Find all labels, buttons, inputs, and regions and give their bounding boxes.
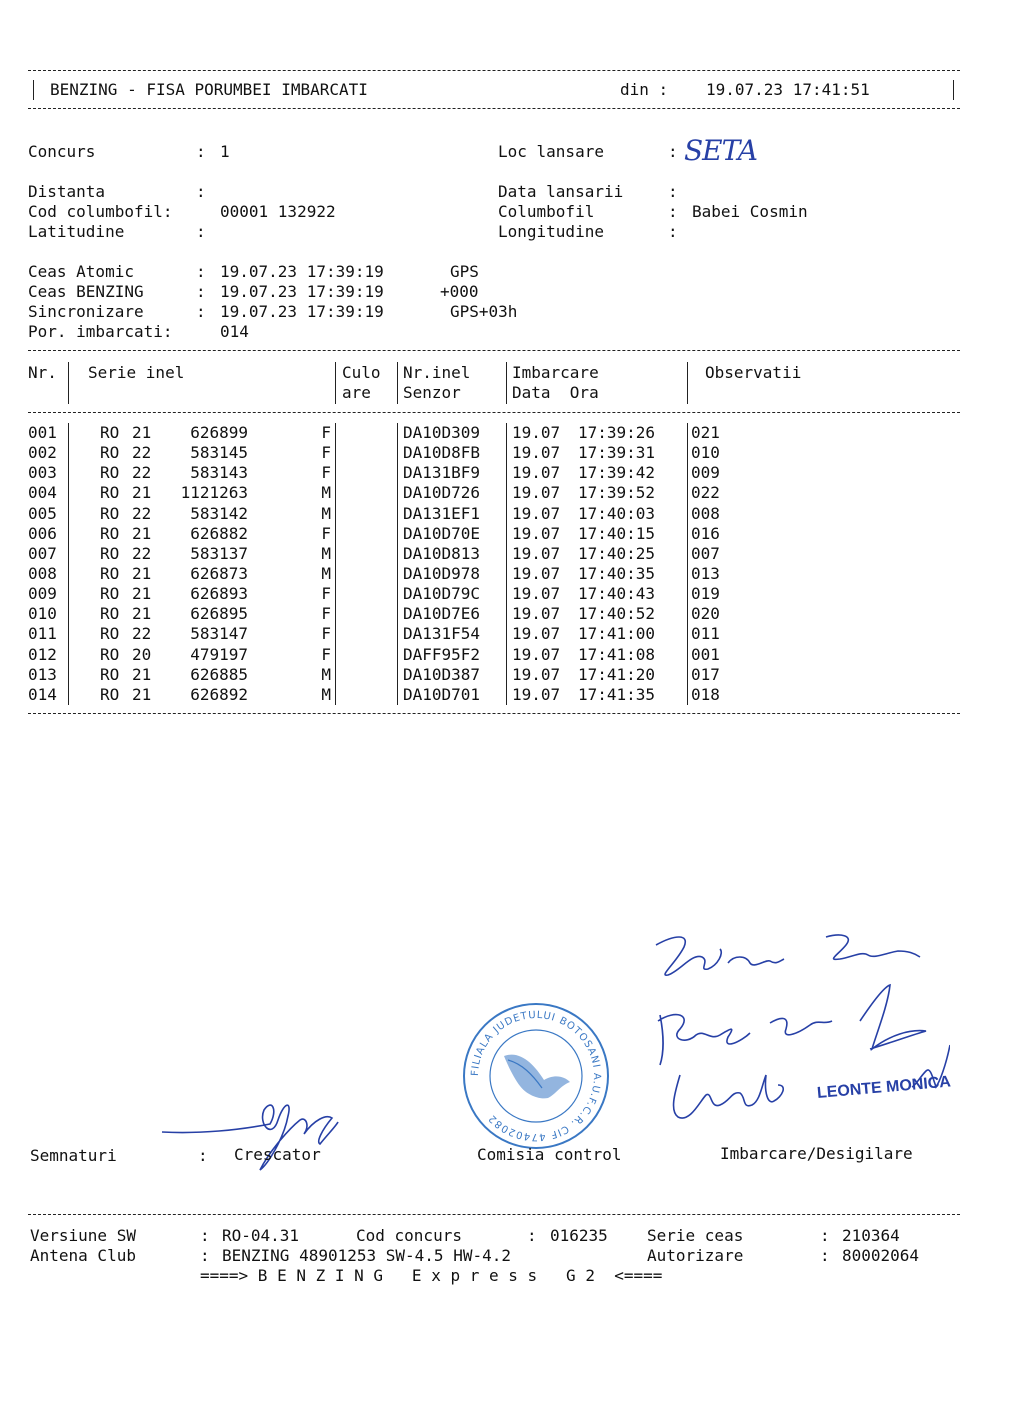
col-header-observatii: Observatii bbox=[705, 363, 802, 382]
cell-year: 22 bbox=[132, 543, 152, 563]
cell-ring: 626892 bbox=[190, 684, 248, 704]
cell-year: 21 bbox=[132, 523, 152, 543]
cell-date: 19.07 bbox=[512, 423, 561, 443]
cell-nr: 012 bbox=[28, 644, 57, 664]
col-header-nrinel-1: Nr.inel bbox=[403, 363, 471, 382]
crescator-label: Crescator bbox=[234, 1145, 321, 1164]
cell-year: 22 bbox=[132, 624, 152, 644]
cell-time: 17:39:31 bbox=[578, 443, 656, 463]
columbofil-colon: : bbox=[668, 202, 678, 221]
cell-country: RO bbox=[100, 644, 120, 664]
cell-date: 19.07 bbox=[512, 483, 561, 503]
versiune-sw-colon: : bbox=[200, 1226, 210, 1245]
cell-year: 22 bbox=[132, 463, 152, 483]
cell-ring: 626873 bbox=[190, 564, 248, 584]
cell-sex: M bbox=[321, 564, 331, 584]
antena-club-colon: : bbox=[200, 1246, 210, 1265]
cell-year: 21 bbox=[132, 483, 152, 503]
cell-nr: 008 bbox=[28, 564, 57, 584]
sincronizare-value: 19.07.23 17:39:19 bbox=[220, 302, 384, 321]
cell-ring: 626895 bbox=[190, 604, 248, 624]
col-header-imbarcare-2: Data Ora bbox=[512, 383, 599, 402]
cell-country: RO bbox=[100, 443, 120, 463]
cell-year: 21 bbox=[132, 564, 152, 584]
cell-sensor: DAFF95F2 bbox=[403, 644, 481, 664]
cell-year: 21 bbox=[132, 584, 152, 604]
cell-sex: F bbox=[321, 604, 331, 624]
concurs-colon: : bbox=[196, 142, 206, 161]
cell-date: 19.07 bbox=[512, 604, 561, 624]
distanta-colon: : bbox=[196, 182, 206, 201]
cell-country: RO bbox=[100, 423, 120, 443]
cell-culoare bbox=[335, 504, 397, 524]
cell-ring: 479197 bbox=[190, 644, 248, 664]
cell-sensor: DA131BF9 bbox=[403, 463, 481, 483]
longitudine-colon: : bbox=[668, 222, 678, 241]
cell-obs: 022 bbox=[691, 483, 720, 503]
header-left-bar bbox=[33, 80, 34, 100]
semnaturi-label: Semnaturi bbox=[30, 1146, 117, 1165]
cell-country: RO bbox=[100, 584, 120, 604]
cell-culoare bbox=[335, 564, 397, 584]
cell-obs: 017 bbox=[691, 664, 720, 684]
col-header-nrinel-2: Senzor bbox=[403, 383, 461, 402]
din-label: din : bbox=[620, 80, 669, 99]
cell-time: 17:41:00 bbox=[578, 624, 656, 644]
cell-time: 17:40:03 bbox=[578, 503, 656, 523]
ceas-benzing-colon: : bbox=[196, 282, 206, 301]
antena-club-label: Antena Club bbox=[30, 1246, 136, 1265]
cell-ring: 583145 bbox=[190, 443, 248, 463]
cell-obs: 019 bbox=[691, 584, 720, 604]
cell-date: 19.07 bbox=[512, 463, 561, 483]
data-lansarii-colon: : bbox=[668, 182, 678, 201]
cell-sensor: DA10D726 bbox=[403, 483, 481, 503]
cell-obs: 020 bbox=[691, 604, 720, 624]
cell-date: 19.07 bbox=[512, 564, 561, 584]
latitudine-colon: : bbox=[196, 222, 206, 241]
cell-ring: 583137 bbox=[190, 543, 248, 563]
cell-obs: 008 bbox=[691, 503, 720, 523]
cell-culoare bbox=[335, 645, 397, 665]
header-bottom-rule bbox=[28, 108, 960, 109]
cell-time: 17:40:43 bbox=[578, 584, 656, 604]
cell-date: 19.07 bbox=[512, 664, 561, 684]
cell-obs: 013 bbox=[691, 564, 720, 584]
cell-culoare bbox=[335, 685, 397, 705]
cell-ring: 1121263 bbox=[180, 483, 248, 503]
cell-time: 17:41:08 bbox=[578, 644, 656, 664]
header-right-bar bbox=[953, 80, 954, 100]
table-row bbox=[28, 524, 787, 544]
hdr-sep-5 bbox=[687, 362, 688, 404]
cell-nr: 005 bbox=[28, 503, 57, 523]
cell-date: 19.07 bbox=[512, 684, 561, 704]
cell-obs: 007 bbox=[691, 543, 720, 563]
cell-obs: 021 bbox=[691, 423, 720, 443]
cell-country: RO bbox=[100, 523, 120, 543]
autorizare-label: Autorizare bbox=[647, 1246, 744, 1265]
table-row bbox=[28, 504, 787, 524]
cell-time: 17:41:35 bbox=[578, 684, 656, 704]
cell-nr: 010 bbox=[28, 604, 57, 624]
cell-ring: 583142 bbox=[190, 503, 248, 523]
ceas-benzing-value: 19.07.23 17:39:19 bbox=[220, 282, 384, 301]
cell-obs: 011 bbox=[691, 624, 720, 644]
table-row bbox=[28, 624, 787, 644]
cell-nr: 006 bbox=[28, 523, 57, 543]
sincronizare-label: Sincronizare bbox=[28, 302, 144, 321]
cell-date: 19.07 bbox=[512, 543, 561, 563]
cell-culoare bbox=[335, 584, 397, 604]
ceas-atomic-label: Ceas Atomic bbox=[28, 262, 134, 281]
cell-country: RO bbox=[100, 543, 120, 563]
table-row bbox=[28, 463, 787, 483]
cell-culoare bbox=[335, 604, 397, 624]
table-row bbox=[28, 483, 787, 503]
cell-year: 22 bbox=[132, 503, 152, 523]
cell-time: 17:40:15 bbox=[578, 523, 656, 543]
cell-sensor: DA131F54 bbox=[403, 624, 481, 644]
cell-sensor: DA10D701 bbox=[403, 684, 481, 704]
cell-country: RO bbox=[100, 664, 120, 684]
ceas-atomic-suffix: GPS bbox=[450, 262, 479, 281]
col-header-culoare-2: are bbox=[342, 383, 371, 402]
cell-sensor: DA10D978 bbox=[403, 564, 481, 584]
cell-country: RO bbox=[100, 503, 120, 523]
cell-sensor: DA10D79C bbox=[403, 584, 481, 604]
columbofil-value: Babei Cosmin bbox=[692, 202, 808, 221]
cell-country: RO bbox=[100, 684, 120, 704]
table-row bbox=[28, 423, 787, 443]
col-header-serie-inel: Serie inel bbox=[88, 363, 185, 382]
cell-culoare bbox=[335, 483, 397, 503]
cell-date: 19.07 bbox=[512, 523, 561, 543]
cell-sex: M bbox=[321, 503, 331, 523]
cell-nr: 011 bbox=[28, 624, 57, 644]
loc-lansare-colon: : bbox=[668, 142, 678, 161]
cod-concurs-value: 016235 bbox=[550, 1226, 608, 1245]
por-imbarcati-value: 014 bbox=[220, 322, 249, 341]
name-stamp: LEONTE MONICA bbox=[816, 1073, 952, 1103]
cell-sex: F bbox=[321, 443, 331, 463]
cell-sex: M bbox=[321, 664, 331, 684]
ceas-atomic-value: 19.07.23 17:39:19 bbox=[220, 262, 384, 281]
table-row bbox=[28, 584, 787, 604]
club-stamp-seal bbox=[460, 1000, 612, 1152]
cell-sex: M bbox=[321, 684, 331, 704]
cell-sex: F bbox=[321, 423, 331, 443]
cell-sex: M bbox=[321, 483, 331, 503]
cell-culoare bbox=[335, 665, 397, 685]
cell-year: 21 bbox=[132, 664, 152, 684]
embarked-pigeons-table bbox=[28, 423, 787, 705]
cell-nr: 004 bbox=[28, 483, 57, 503]
header-top-rule bbox=[28, 70, 960, 71]
cod-concurs-label: Cod concurs bbox=[356, 1226, 462, 1245]
table-row bbox=[28, 665, 787, 685]
crescator-signature bbox=[160, 1080, 360, 1180]
serie-ceas-label: Serie ceas bbox=[647, 1226, 744, 1245]
cell-country: RO bbox=[100, 564, 120, 584]
cell-ring: 626899 bbox=[190, 423, 248, 443]
versiune-sw-label: Versiune SW bbox=[30, 1226, 136, 1245]
autorizare-value: 80002064 bbox=[842, 1246, 920, 1265]
comisia-signatures bbox=[650, 925, 950, 1135]
latitudine-label: Latitudine bbox=[28, 222, 125, 241]
serie-ceas-colon: : bbox=[820, 1226, 830, 1245]
col-header-culoare-1: Culo bbox=[342, 363, 381, 382]
cell-sex: F bbox=[321, 463, 331, 483]
loc-lansare-handwritten: SETA bbox=[684, 134, 757, 167]
cell-year: 21 bbox=[132, 423, 152, 443]
cell-year: 20 bbox=[132, 644, 152, 664]
cell-date: 19.07 bbox=[512, 443, 561, 463]
cell-culoare bbox=[335, 524, 397, 544]
cell-date: 19.07 bbox=[512, 644, 561, 664]
concurs-value: 1 bbox=[220, 142, 230, 161]
hdr-sep-1 bbox=[68, 362, 69, 404]
cell-nr: 009 bbox=[28, 584, 57, 604]
hdr-sep-4 bbox=[506, 362, 507, 404]
versiune-sw-value: RO-04.31 bbox=[222, 1226, 300, 1245]
cell-country: RO bbox=[100, 604, 120, 624]
table-row bbox=[28, 685, 787, 705]
cell-sex: F bbox=[321, 644, 331, 664]
cell-culoare bbox=[335, 624, 397, 644]
cell-culoare bbox=[335, 423, 397, 443]
autorizare-colon: : bbox=[820, 1246, 830, 1265]
cell-year: 21 bbox=[132, 604, 152, 624]
cell-country: RO bbox=[100, 483, 120, 503]
imbarcare-desigilare-label: Imbarcare/Desigilare bbox=[720, 1144, 913, 1163]
cell-year: 22 bbox=[132, 443, 152, 463]
sincronizare-colon: : bbox=[196, 302, 206, 321]
cell-nr: 007 bbox=[28, 543, 57, 563]
cell-sensor: DA10D70E bbox=[403, 523, 481, 543]
cell-year: 21 bbox=[132, 684, 152, 704]
cell-sensor: DA10D813 bbox=[403, 543, 481, 563]
serie-ceas-value: 210364 bbox=[842, 1226, 900, 1245]
cell-culoare bbox=[335, 544, 397, 564]
cell-culoare bbox=[335, 463, 397, 483]
table-row bbox=[28, 604, 787, 624]
cell-nr: 001 bbox=[28, 423, 57, 443]
cell-nr: 013 bbox=[28, 664, 57, 684]
document-title: BENZING - FISA PORUMBEI IMBARCATI bbox=[50, 80, 368, 99]
cell-obs: 010 bbox=[691, 443, 720, 463]
cell-time: 17:40:25 bbox=[578, 543, 656, 563]
cell-obs: 001 bbox=[691, 644, 720, 664]
antena-club-value: BENZING 48901253 SW-4.5 HW-4.2 bbox=[222, 1246, 511, 1265]
col-header-imbarcare-1: Imbarcare bbox=[512, 363, 599, 382]
header-datetime: 19.07.23 17:41:51 bbox=[706, 80, 870, 99]
cell-date: 19.07 bbox=[512, 503, 561, 523]
cell-obs: 016 bbox=[691, 523, 720, 543]
cell-ring: 626882 bbox=[190, 523, 248, 543]
data-lansarii-label: Data lansarii bbox=[498, 182, 624, 201]
longitudine-label: Longitudine bbox=[498, 222, 604, 241]
table-row bbox=[28, 544, 787, 564]
table-row bbox=[28, 564, 787, 584]
sincronizare-suffix: GPS+03h bbox=[450, 302, 518, 321]
cell-nr: 014 bbox=[28, 684, 57, 704]
ceas-benzing-suffix: +000 bbox=[440, 282, 479, 301]
cell-time: 17:39:26 bbox=[578, 423, 656, 443]
hdr-sep-2 bbox=[335, 362, 336, 404]
cell-sensor: DA10D309 bbox=[403, 423, 481, 443]
table-bottom-rule bbox=[28, 713, 960, 714]
table-row bbox=[28, 443, 787, 463]
columbofil-label: Columbofil bbox=[498, 202, 595, 221]
cell-ring: 583147 bbox=[190, 624, 248, 644]
cod-columbofil-value: 00001 132922 bbox=[220, 202, 336, 221]
cell-sensor: DA10D8FB bbox=[403, 443, 481, 463]
cell-ring: 626893 bbox=[190, 584, 248, 604]
cell-time: 17:40:52 bbox=[578, 604, 656, 624]
cell-sensor: DA10D7E6 bbox=[403, 604, 481, 624]
cell-date: 19.07 bbox=[512, 584, 561, 604]
cell-sex: F bbox=[321, 523, 331, 543]
stamp-ring-text: FILIALA JUDETULUI BOTOSANI A.U.F.C.R. CIF 47402082 bbox=[469, 1009, 603, 1143]
ceas-atomic-colon: : bbox=[196, 262, 206, 281]
ceas-benzing-label: Ceas BENZING bbox=[28, 282, 144, 301]
cell-time: 17:40:35 bbox=[578, 564, 656, 584]
table-top-rule bbox=[28, 350, 960, 351]
cell-time: 17:39:42 bbox=[578, 463, 656, 483]
cell-sex: F bbox=[321, 584, 331, 604]
cell-obs: 009 bbox=[691, 463, 720, 483]
semnaturi-colon: : bbox=[198, 1146, 208, 1165]
cell-time: 17:39:52 bbox=[578, 483, 656, 503]
distanta-label: Distanta bbox=[28, 182, 106, 201]
concurs-label: Concurs bbox=[28, 142, 96, 161]
cell-time: 17:41:20 bbox=[578, 664, 656, 684]
por-imbarcati-label: Por. imbarcati: bbox=[28, 322, 173, 341]
cell-date: 19.07 bbox=[512, 624, 561, 644]
cell-sex: M bbox=[321, 543, 331, 563]
footer-rule bbox=[28, 1214, 960, 1215]
comisia-control-label: Comisia control bbox=[477, 1145, 622, 1164]
table-header-rule bbox=[28, 412, 960, 413]
cell-nr: 003 bbox=[28, 463, 57, 483]
col-header-nr: Nr. bbox=[28, 363, 57, 382]
benzing-express-tagline: ====> B E N Z I N G E x p r e s s G 2 <==== bbox=[200, 1266, 663, 1285]
cell-country: RO bbox=[100, 624, 120, 644]
cod-columbofil-label: Cod columbofil: bbox=[28, 202, 173, 221]
cell-culoare bbox=[335, 443, 397, 463]
hdr-sep-3 bbox=[397, 362, 398, 404]
loc-lansare-label: Loc lansare bbox=[498, 142, 604, 161]
cell-ring: 626885 bbox=[190, 664, 248, 684]
cell-sensor: DA131EF1 bbox=[403, 503, 481, 523]
cell-sex: F bbox=[321, 624, 331, 644]
table-row bbox=[28, 645, 787, 665]
cod-concurs-colon: : bbox=[527, 1226, 537, 1245]
cell-nr: 002 bbox=[28, 443, 57, 463]
cell-ring: 583143 bbox=[190, 463, 248, 483]
cell-sensor: DA10D387 bbox=[403, 664, 481, 684]
cell-country: RO bbox=[100, 463, 120, 483]
cell-obs: 018 bbox=[691, 684, 720, 704]
